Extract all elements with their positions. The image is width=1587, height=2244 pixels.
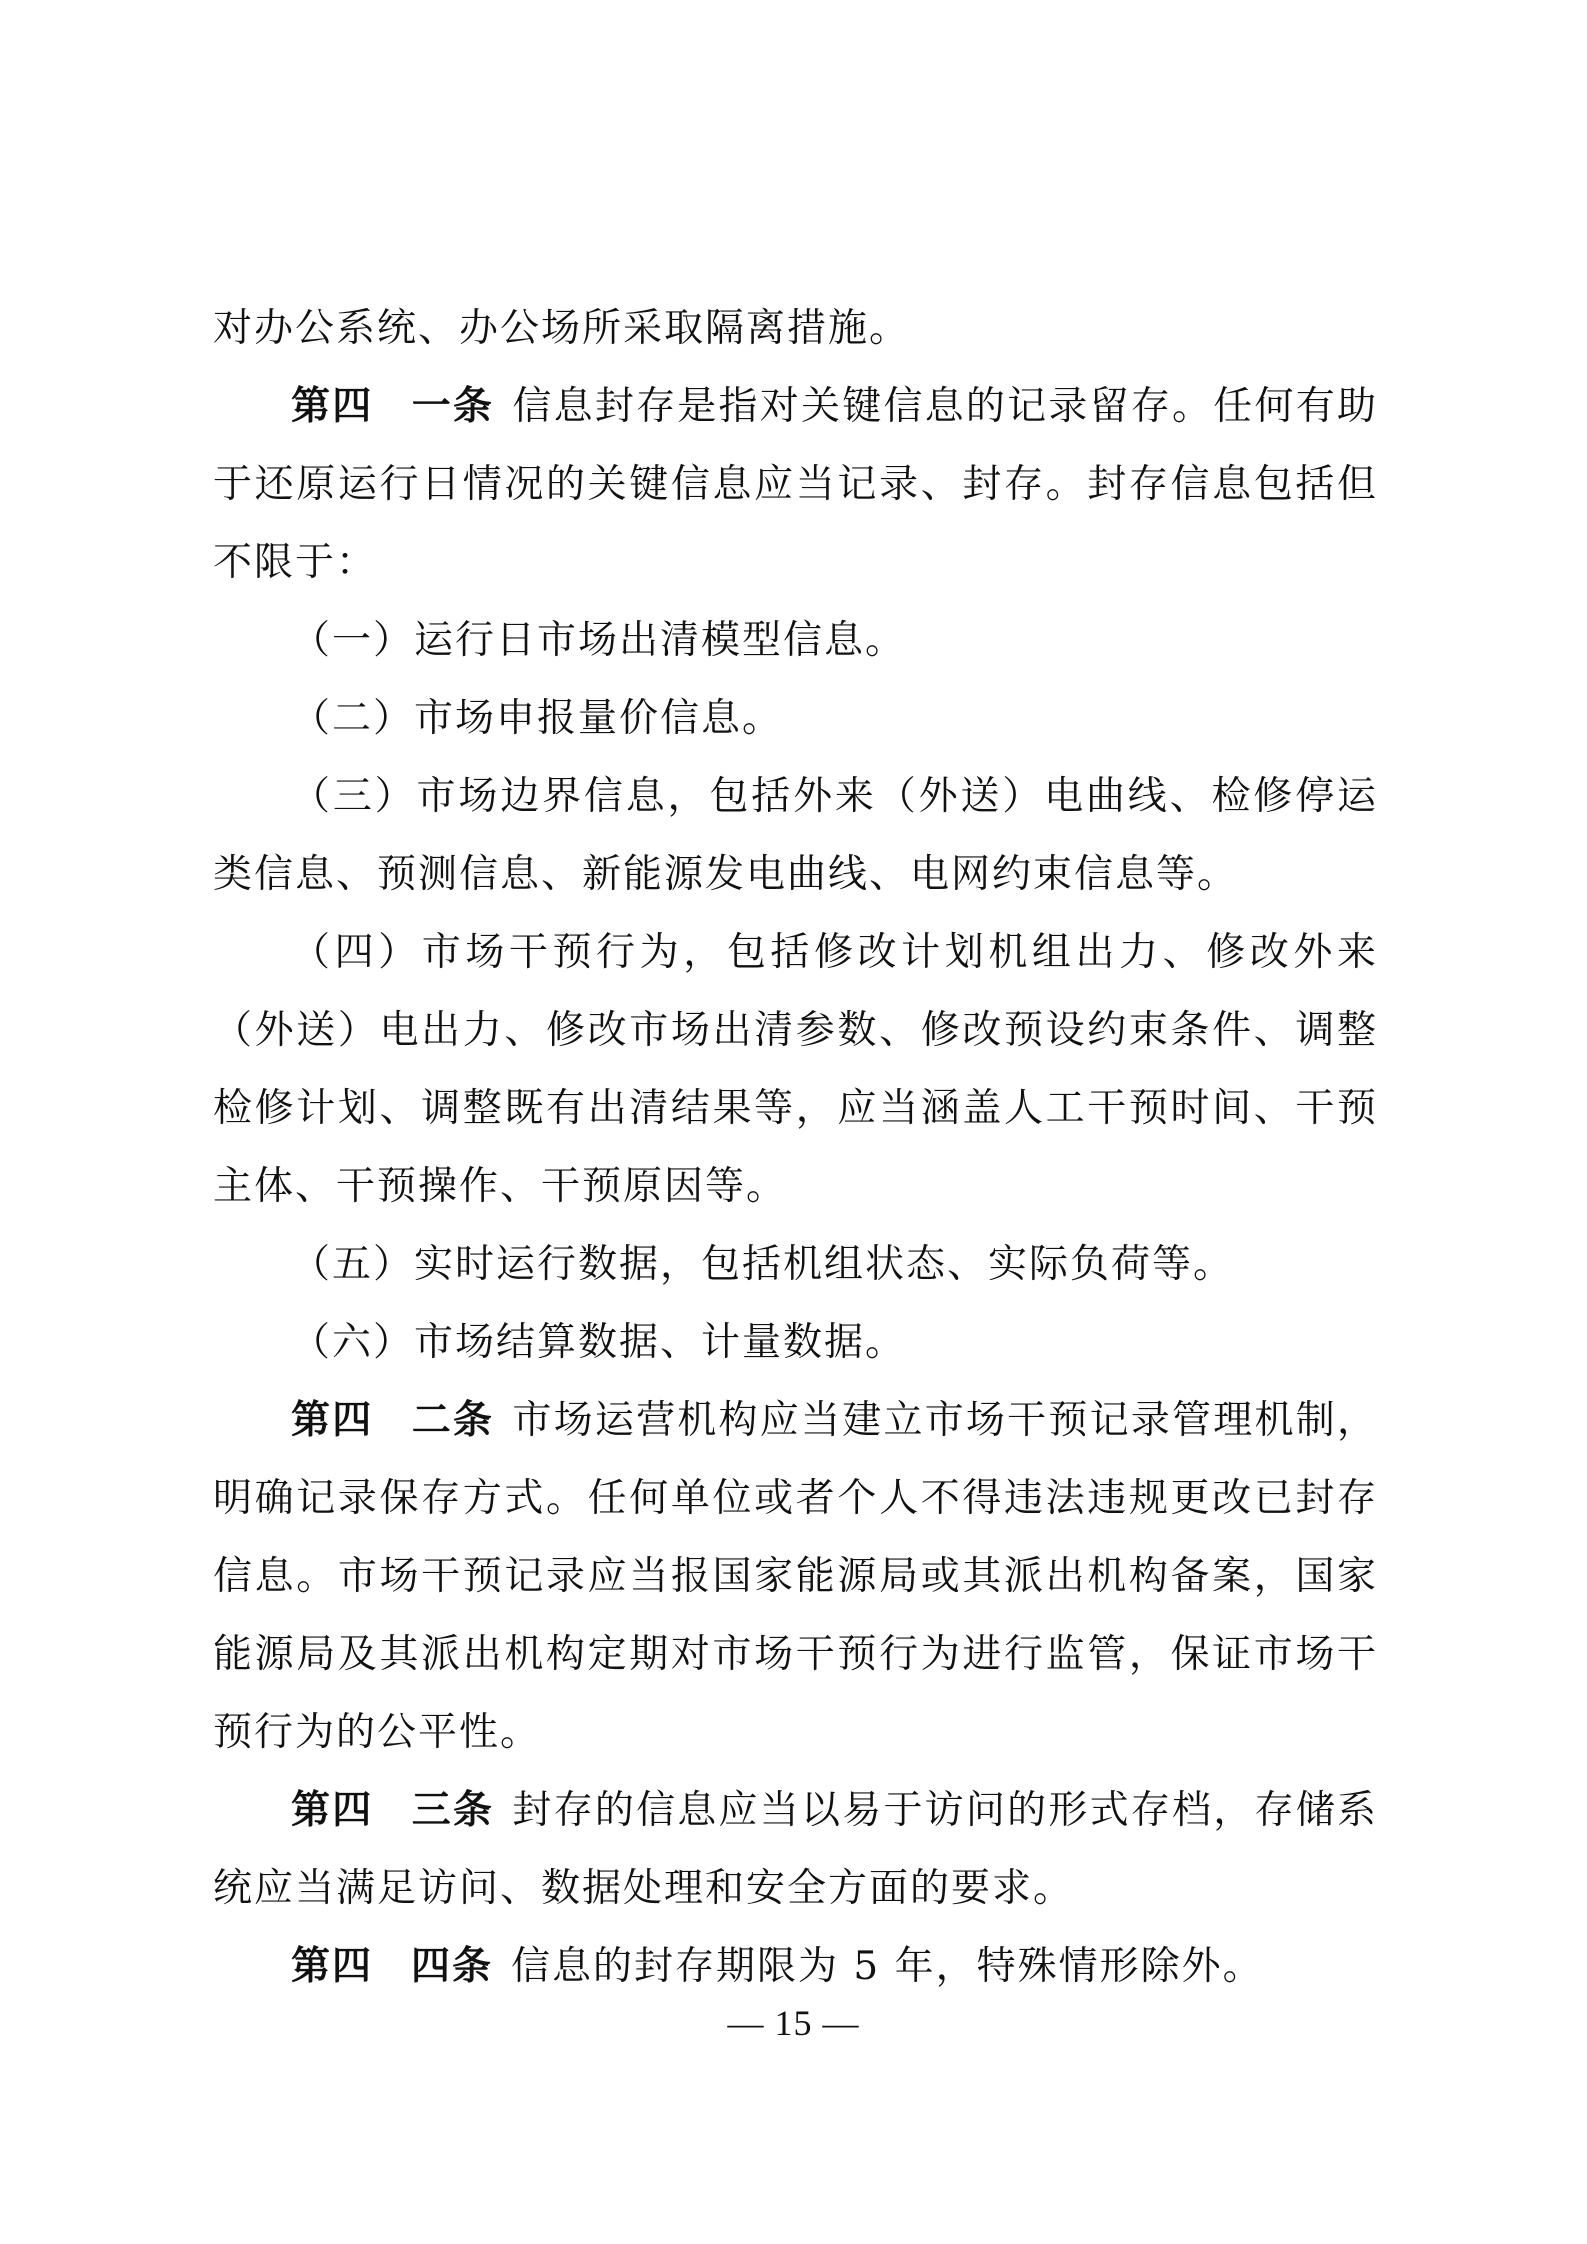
- article-41: [213, 368, 1378, 602]
- list-item-3: （三）市场边界信息，包括外来（外送）电曲线、检修停运类信息、预测信息、新能源发电曲线、电网约束信息等。: [213, 774, 1378, 897]
- list-item-2: （二）市场申报量价信息。: [291, 696, 784, 741]
- paragraph-continuation: 对办公系统、办公场所采取隔离措施。: [213, 306, 911, 351]
- article-number: 第四 二条: [291, 1398, 495, 1443]
- list-item-5: （五）实时运行数据，包括机组状态、实际负荷等。: [291, 1242, 1235, 1287]
- document-body: [213, 290, 1378, 2006]
- list-item-1: （一）运行日市场出清模型信息。: [291, 618, 907, 663]
- article-text: 信息的封存期限为 5 年，特殊情形除外。: [511, 1944, 1264, 1989]
- article-number: 第四 一条: [291, 384, 495, 429]
- article-text: 封存的信息应当以易于访问的形式存档，存储系统应当满足访问、数据处理和安全方面的要求。: [213, 1788, 1378, 1911]
- article-text: 信息封存是指对关键信息的记录留存。任何有助于还原运行日情况的关键信息应当记录、封存。封存信息包括但不限于：: [213, 384, 1378, 585]
- list-item-4: （四）市场干预行为，包括修改计划机组出力、修改外来（外送）电出力、修改市场出清参数、修改预设约束条件、调整检修计划、调整既有出清结果等，应当涵盖人工干预时间、干预主体、干预操作、干预原因等。: [213, 930, 1378, 1209]
- article-42: [213, 1382, 1378, 1772]
- article-43: [213, 1772, 1378, 1928]
- list-item-6: （六）市场结算数据、计量数据。: [291, 1320, 907, 1365]
- article-number: 第四 四条: [291, 1944, 494, 1989]
- article-number: 第四 三条: [291, 1788, 495, 1833]
- page-number: — 15 —: [727, 2003, 860, 2043]
- article-44: [213, 1928, 1378, 2006]
- article-text: 市场运营机构应当建立市场干预记录管理机制，明确记录保存方式。任何单位或者个人不得违法违规更改已封存信息。市场干预记录应当报国家能源局或其派出机构备案，国家能源局及其派出机构定期对市场干预行为进行监管，保证市场干预行为的公平性。: [213, 1398, 1378, 1755]
